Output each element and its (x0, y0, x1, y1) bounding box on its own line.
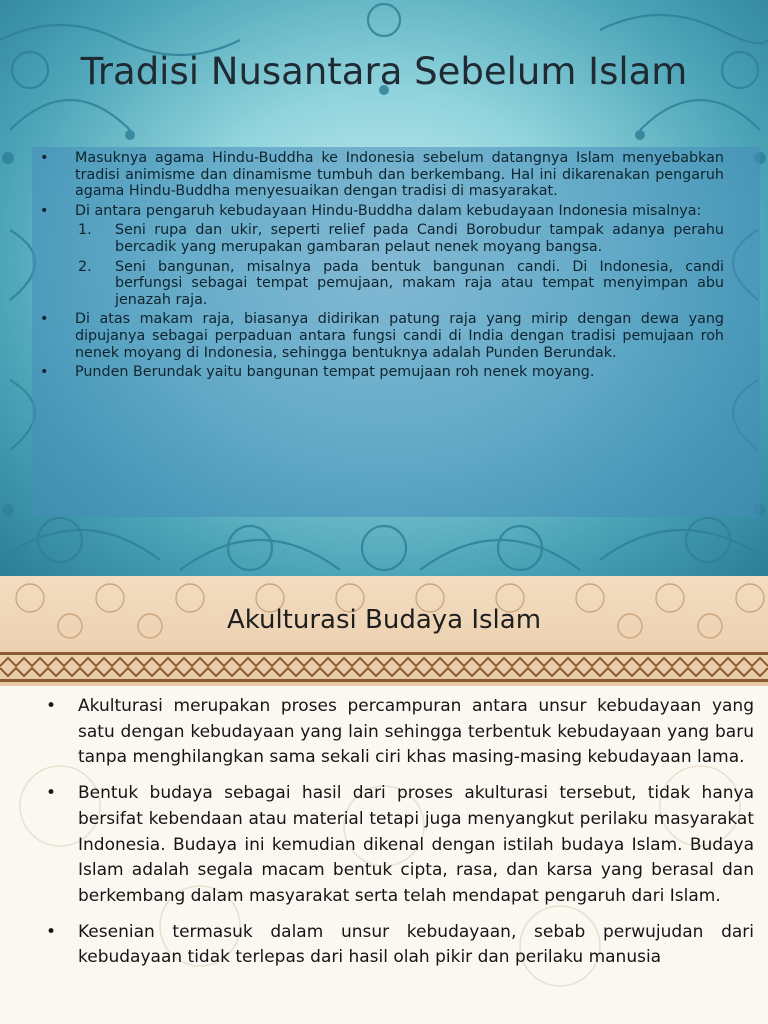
bullet-marker: • (40, 202, 49, 219)
slide-1-content (38, 150, 724, 384)
numbered-item (38, 259, 724, 309)
bullet-item (46, 920, 754, 971)
numbered-text: Seni bangunan, misalnya pada bentuk bangunan candi. Di Indonesia, candi berfungsi sebagai tempat pemujaan, makam raja atau tempat menyimpan abu jenazah raja. (115, 258, 724, 308)
bullet-item (38, 203, 724, 220)
bullet-item (46, 694, 754, 771)
numbered-item (38, 222, 724, 255)
bullet-text: Kesenian termasuk dalam unsur kebudayaan, sebab perwujudan dari kebudayaan tidak terlepas dari hasil olah pikir dan perilaku manusia (78, 921, 754, 968)
bullet-marker: • (40, 311, 49, 328)
bullet-marker: • (46, 696, 57, 716)
bullet-text: Di atas makam raja, biasanya didirikan patung raja yang mirip dengan dewa yang dipujanya sebagai perpaduan antara fungsi candi di India dengan tradisi pemujaan roh nenek moyang di Indonesia, sehingga bentuknya adalah Punden Berundak. (75, 311, 724, 361)
item-number: 2. (78, 258, 92, 275)
bullet-item (38, 150, 724, 200)
slide-2-content (46, 694, 754, 981)
bullet-marker: • (40, 150, 49, 166)
numbered-text: Seni rupa dan ukir, seperti relief pada Candi Borobudur tampak adanya perahu bercadik yang merupakan gambaran pelaut nenek moyang bangsa. (115, 222, 724, 255)
bullet-text: Di antara pengaruh kebudayaan Hindu-Buddha dalam kebudayaan Indonesia misalnya: (75, 202, 702, 219)
bullet-marker: • (40, 364, 49, 381)
bullet-item (38, 364, 724, 381)
bullet-text: Punden Berundak yaitu bangunan tempat pemujaan roh nenek moyang. (75, 364, 595, 381)
bullet-text: Akulturasi merupakan proses percampuran antara unsur kebudayaan yang satu dengan kebudayaan yang lain sehingga terbentuk kebudayaan yang baru tanpa menghilangkan sama sekali ciri khas masing-masing kebudayaan lama. (78, 696, 754, 768)
slide-title: Tradisi Nusantara Sebelum Islam (80, 50, 688, 93)
bullet-text: Masuknya agama Hindu-Buddha ke Indonesia sebelum datangnya Islam menyebabkan tradisi animisme dan dinamisme tumbuh dan berkembang. Hal ini dikarenakan pengaruh agama Hindu-Buddha menyesuaikan dengan tradisi di masyarakat. (75, 150, 724, 200)
slide-title: Akulturasi Budaya Islam (226, 605, 542, 635)
bullet-item (46, 781, 754, 910)
item-number: 1. (78, 222, 92, 239)
bullet-item (38, 311, 724, 361)
bullet-marker: • (46, 783, 57, 804)
slide-2 (0, 576, 768, 1024)
bullet-marker: • (46, 921, 57, 942)
bullet-text: Bentuk budaya sebagai hasil dari proses akulturasi tersebut, tidak hanya bersifat kebendaan atau material tetapi juga menyangkut perilaku masyarakat Indonesia. Budaya ini kemudian dikenal dengan istilah budaya Islam. Budaya Islam adalah segala macam bentuk cipta, rasa, dan karsa yang berasal dan berkembang dalam masyarakat serta telah mendapat pengaruh dari Islam. (78, 783, 754, 906)
